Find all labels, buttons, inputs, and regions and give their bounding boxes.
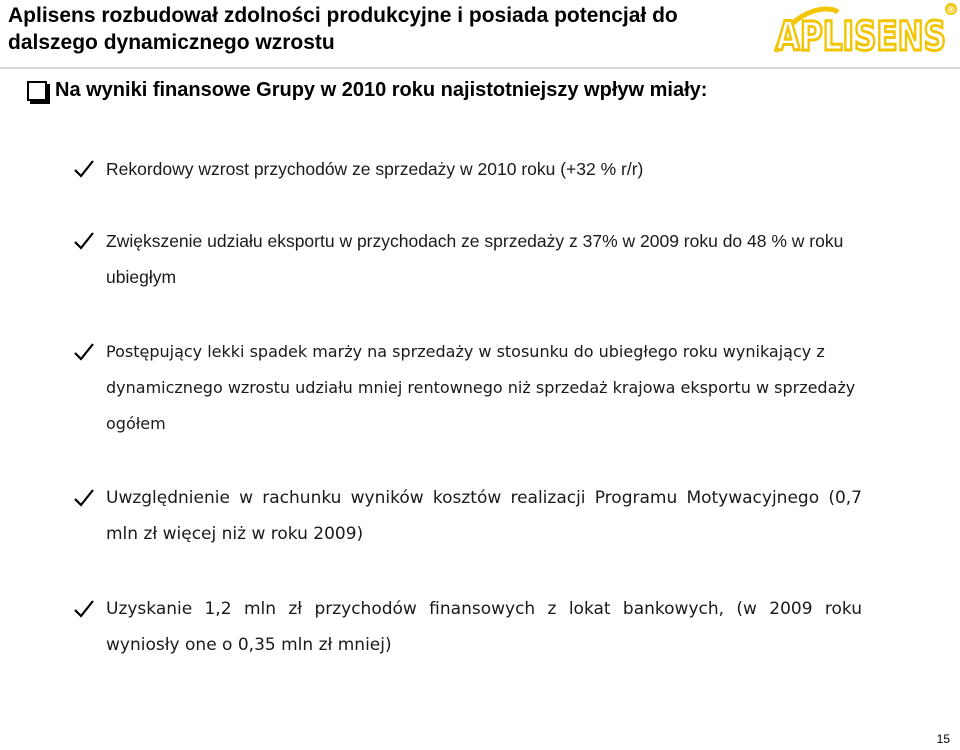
slide-title: Aplisens rozbudował zdolności produkcyjne i posiada potencjał do dalszego dynamicznego wzrostu bbox=[8, 4, 678, 54]
logo-wordmark: APLISENS bbox=[776, 14, 946, 60]
item-text: Rekordowy wzrost przychodów ze sprzedaży w 2010 roku (+32 % r/r) bbox=[106, 159, 644, 179]
checkmark-icon bbox=[72, 157, 96, 181]
square-bullet-icon bbox=[27, 81, 47, 101]
section-heading: Na wyniki finansowe Grupy w 2010 roku najistotniejszy wpływ miały: bbox=[55, 79, 708, 101]
checkmark-icon bbox=[72, 229, 96, 253]
item-text: Zwiększenie udziału eksportu w przychodach ze sprzedaży z 37% w 2009 roku do 48 % w roku ubiegłym bbox=[106, 231, 844, 287]
checkmark-icon bbox=[72, 340, 96, 364]
item-text: Uwzględnienie w rachunku wyników kosztów realizacji Programu Motywacyjnego (0,7 mln zł więcej niż w roku 2009) bbox=[106, 488, 862, 544]
list-item bbox=[72, 334, 862, 442]
registered-mark: ® bbox=[946, 5, 956, 16]
checkmark-icon bbox=[72, 486, 96, 510]
list-item bbox=[72, 591, 862, 663]
list-item bbox=[72, 223, 862, 295]
list-item bbox=[72, 151, 862, 187]
heading-row bbox=[27, 78, 927, 108]
checkmark-icon bbox=[72, 597, 96, 621]
aplisens-logo bbox=[768, 0, 960, 62]
item-text: Uzyskanie 1,2 mln zł przychodów finansowych z lokat bankowych, (w 2009 roku wyniosły one o 0,35 mln zł mniej) bbox=[106, 599, 862, 655]
page-number: 15 bbox=[936, 732, 950, 746]
item-text: Postępujący lekki spadek marży na sprzedaży w stosunku do ubiegłego roku wynikający z dynamicznego wzrostu udziału mniej rentownego niż sprzedaż krajowa eksportu w sprzedaży ogółem bbox=[106, 342, 856, 433]
divider bbox=[0, 67, 960, 69]
list-item bbox=[72, 480, 862, 552]
